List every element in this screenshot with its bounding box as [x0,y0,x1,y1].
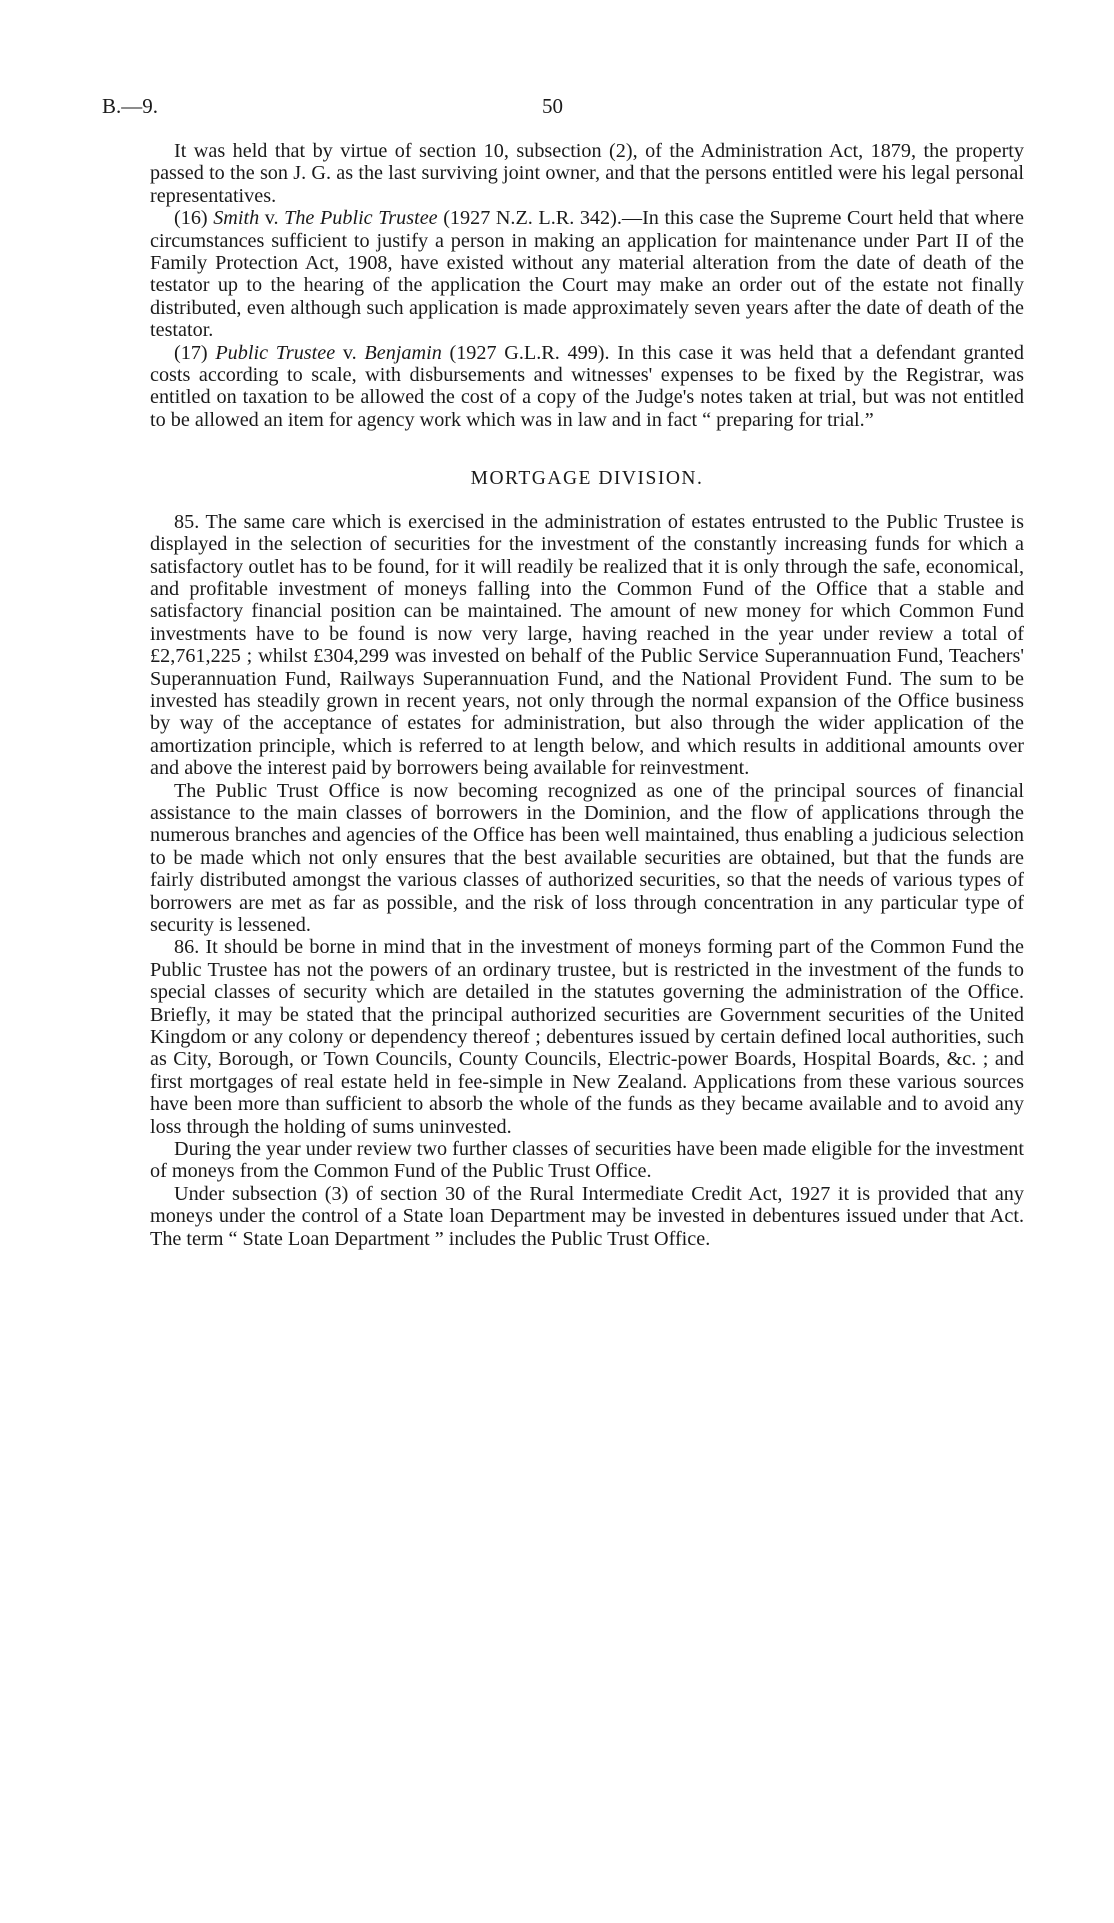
case-17-text: (1927 G.L.R. 499). In this case it was held that a defendant granted costs according to scale, with disbursements and witnesses' expenses to be fixed by the Registrar, was entitled on taxation to be allowed the cost of a copy of the Judge's notes taken at trial, but was not entitled to be allowed an item for agency work which was in law and in fact “ preparing for trial.” [150,341,1024,431]
page-body [150,140,1024,1250]
case-16-versus: v. [259,207,285,230]
page-number: 50 [542,94,563,118]
paragraph-public-trust-office: The Public Trust Office is now becoming recognized as one of the principal sources of financial assistance to the main classes of borrowers in the Dominion, and the flow of applications through the numerous branches and agencies of the Office has been well maintained, thus enabling a judicious selection to be made which not only ensures that the best available securities are obtained, but that the funds are fairly distributed amongst the various classes of authorized securities, so that the needs of various types of borrowers are met as far as possible, and the risk of loss through concentration in any particular type of security is lessened. [150,779,1024,936]
case-16-text: (1927 N.Z. L.R. 342).—In this case the Supreme Court held that where circumstances sufficient to justify a person in making an application for maintenance under Part II of the Family Protection Act, 1908, have existed without any material alteration from the date of death of the testator up to the hearing of the application the Court may make an order out of the estate not finally distributed, even although such application is made approximately seven years after the date of death of the testator. [150,207,1024,342]
case-17-paragraph [150,342,1024,432]
case-17-number: (17) [174,341,216,364]
case-17-versus: v. [335,341,365,364]
case-16-paragraph [150,207,1024,341]
paragraph-year-under-review: During the year under review two further classes of securities have been made eligible for the investment of moneys from the Common Fund of the Public Trust Office. [150,1138,1024,1183]
paragraph-86: 86. It should be borne in mind that in the investment of moneys forming part of the Common Fund the Public Trustee has not the powers of an ordinary trustee, but is restricted in the investment of the funds to special classes of security which are detailed in the statutes governing the administration of the Office. Briefly, it may be stated that the principal authorized securities are Government securities of the United Kingdom or any colony or dependency thereof ; debentures issued by certain defined local authorities, such as City, Borough, or Town Councils, County Councils, Electric-power Boards, Hospital Boards, &c. ; and first mortgages of real estate held in fee-simple in New Zealand. Applications from these various sources have been more than sufficient to absorb the whole of the funds as they became available and to avoid any loss through the holding of sums uninvested. [150,936,1024,1138]
case-16-party-2: The Public Trustee [284,207,438,230]
paragraph-rural-credit-act: Under subsection (3) of section 30 of the Rural Intermediate Credit Act, 1927 it is provided that any moneys under the control of a State loan Department may be invested in debentures issued under that Act. The term “ State Loan Department ” includes the Public Trust Office. [150,1182,1024,1250]
section-heading: MORTGAGE DIVISION. [470,468,704,490]
case-16-party-1: Smith [213,207,260,230]
paragraph-administration-act: It was held that by virtue of section 10, subsection (2), of the Administration Act, 1879, the property passed to the son J. G. as the last surviving joint owner, and that the persons entitled were his legal personal representatives. [150,140,1024,207]
page-header [102,94,1030,124]
case-17-party-1: Public Trustee [215,341,336,364]
report-reference: B.—9. [102,94,159,118]
case-16-number: (16) [174,207,214,230]
paragraph-85: 85. The same care which is exercised in the administration of estates entrusted to the Public Trustee is displayed in the selection of securities for the investment of the constantly increasing funds for which a satisfactory outlet has to be found, for it will readily be realized that it is only through the safe, economical, and profitable investment of moneys falling into the Common Fund of the Office that a stable and satisfactory financial position can be maintained. The amount of new money for which Common Fund investments have to be found is now very large, having reached in the year under review a total of £2,761,225 ; whilst £304,299 was invested on behalf of the Public Service Superannuation Fund, Teachers' Superannuation Fund, Railways Superannuation Fund, and the National Provident Fund. The sum to be invested has steadily grown in recent years, not only through the normal expansion of the Office business by way of the acceptance of estates for administration, but also through the wider application of the amortization principle, which is referred to at length below, and which results in additional amounts over and above the interest paid by borrowers being available for reinvestment. [150,510,1024,780]
case-17-party-2: Benjamin [364,341,442,364]
